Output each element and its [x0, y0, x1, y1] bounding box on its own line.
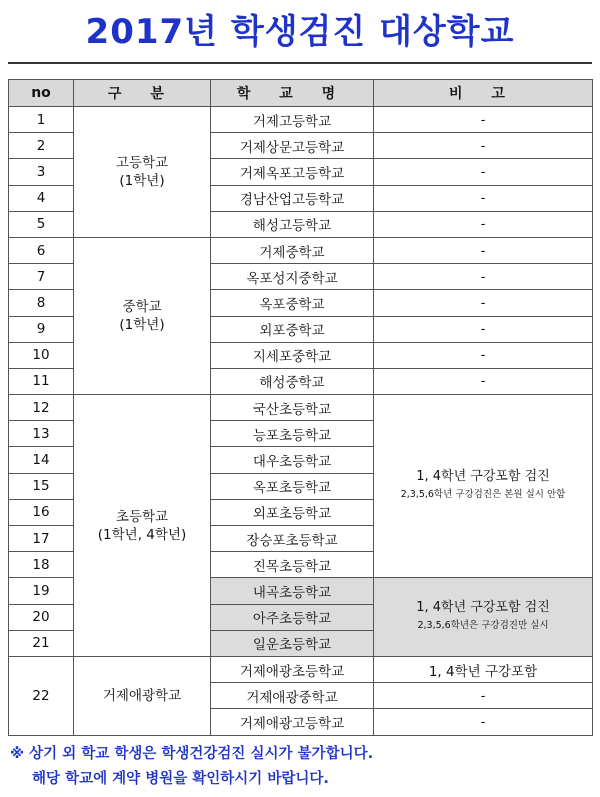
note-group-2	[374, 578, 593, 657]
row-number: 19	[9, 578, 74, 604]
row-number: 11	[9, 368, 74, 394]
row-number: 21	[9, 630, 74, 656]
row-number: 4	[9, 185, 74, 211]
school-name: 거제고등학교	[211, 107, 374, 133]
schools-table	[8, 79, 593, 736]
row-number: 22	[9, 656, 74, 735]
note-cell: -	[374, 107, 593, 133]
row-number: 18	[9, 552, 74, 578]
school-name: 능포초등학교	[211, 421, 374, 447]
note-main: 1, 4학년 구강포함 검진	[416, 600, 550, 616]
row-number: 2	[9, 133, 74, 159]
footer-line-2: 해당 학교에 계약 병원을 확인하시기 바랍니다.	[32, 771, 329, 787]
school-name: 거제상문고등학교	[211, 133, 374, 159]
note-cell: -	[374, 709, 593, 735]
row-number: 1	[9, 107, 74, 133]
row-number: 17	[9, 526, 74, 552]
note-cell: -	[374, 290, 593, 316]
school-name: 지세포중학교	[211, 342, 374, 368]
row-number: 15	[9, 473, 74, 499]
school-name: 장승포초등학교	[211, 526, 374, 552]
table-row	[9, 107, 593, 133]
page-title: 2017년 학생검진 대상학교	[85, 12, 515, 52]
row-number: 13	[9, 421, 74, 447]
table-header-row	[9, 80, 593, 107]
school-name: 일운초등학교	[211, 630, 374, 656]
row-number: 12	[9, 395, 74, 421]
school-name: 국산초등학교	[211, 395, 374, 421]
note-cell: -	[374, 237, 593, 263]
row-number: 8	[9, 290, 74, 316]
category-grade: (1학년)	[119, 172, 165, 189]
table-row	[9, 395, 593, 421]
row-number: 3	[9, 159, 74, 185]
note-main: 1, 4학년 구강포함 검진	[416, 469, 550, 485]
row-number: 9	[9, 316, 74, 342]
note-cell: -	[374, 368, 593, 394]
school-name: 거제애광중학교	[211, 683, 374, 709]
row-number: 6	[9, 237, 74, 263]
row-number: 5	[9, 211, 74, 237]
row-number: 10	[9, 342, 74, 368]
header-category: 구 분	[74, 80, 211, 107]
category-high	[74, 107, 211, 238]
row-number: 16	[9, 499, 74, 525]
school-name: 외포초등학교	[211, 499, 374, 525]
row-number: 7	[9, 264, 74, 290]
footer-line-1: ※ 상기 외 학교 학생은 학생건강검진 실시가 불가합니다.	[10, 746, 374, 762]
school-name: 외포중학교	[211, 316, 374, 342]
category-elementary	[74, 395, 211, 657]
school-name: 거제중학교	[211, 237, 374, 263]
table-row	[9, 656, 593, 682]
note-cell: -	[374, 264, 593, 290]
title-divider	[8, 62, 592, 64]
note-cell: -	[374, 133, 593, 159]
note-sub: 2,3,5,6학년은 구강검진만 실시	[417, 620, 549, 632]
school-name: 거제애광고등학교	[211, 709, 374, 735]
note-cell: -	[374, 159, 593, 185]
note-cell: -	[374, 185, 593, 211]
school-name: 진목초등학교	[211, 552, 374, 578]
school-name: 거제옥포고등학교	[211, 159, 374, 185]
category-label: 초등학교	[115, 508, 169, 525]
header-no: no	[9, 80, 74, 107]
category-middle	[74, 237, 211, 394]
note-group-1	[374, 395, 593, 578]
school-name: 경남산업고등학교	[211, 185, 374, 211]
table-row	[9, 237, 593, 263]
note-sub: 2,3,5,6학년 구강검진은 본원 실시 안함	[400, 489, 566, 501]
note-cell: -	[374, 316, 593, 342]
school-name: 해성고등학교	[211, 211, 374, 237]
school-name: 대우초등학교	[211, 447, 374, 473]
category-label: 중학교	[122, 299, 162, 315]
category-grade: (1학년)	[119, 317, 165, 333]
school-name: 거제애광초등학교	[211, 656, 374, 682]
note-cell: -	[374, 342, 593, 368]
note-cell: 1, 4학년 구강포함	[374, 656, 593, 682]
school-name: 아주초등학교	[211, 604, 374, 630]
school-name: 내곡초등학교	[211, 578, 374, 604]
category-geoje: 거제애광학교	[74, 656, 211, 735]
school-name: 옥포성지중학교	[211, 264, 374, 290]
school-name: 옥포중학교	[211, 290, 374, 316]
note-cell: -	[374, 683, 593, 709]
note-cell: -	[374, 211, 593, 237]
category-grade: (1학년, 4학년)	[97, 526, 187, 543]
school-name: 옥포초등학교	[211, 473, 374, 499]
header-note: 비 고	[374, 80, 593, 107]
row-number: 14	[9, 447, 74, 473]
row-number: 20	[9, 604, 74, 630]
footer-notice	[10, 742, 590, 792]
header-school: 학 교 명	[211, 80, 374, 107]
school-name: 해성중학교	[211, 368, 374, 394]
category-label: 고등학교	[115, 154, 169, 171]
